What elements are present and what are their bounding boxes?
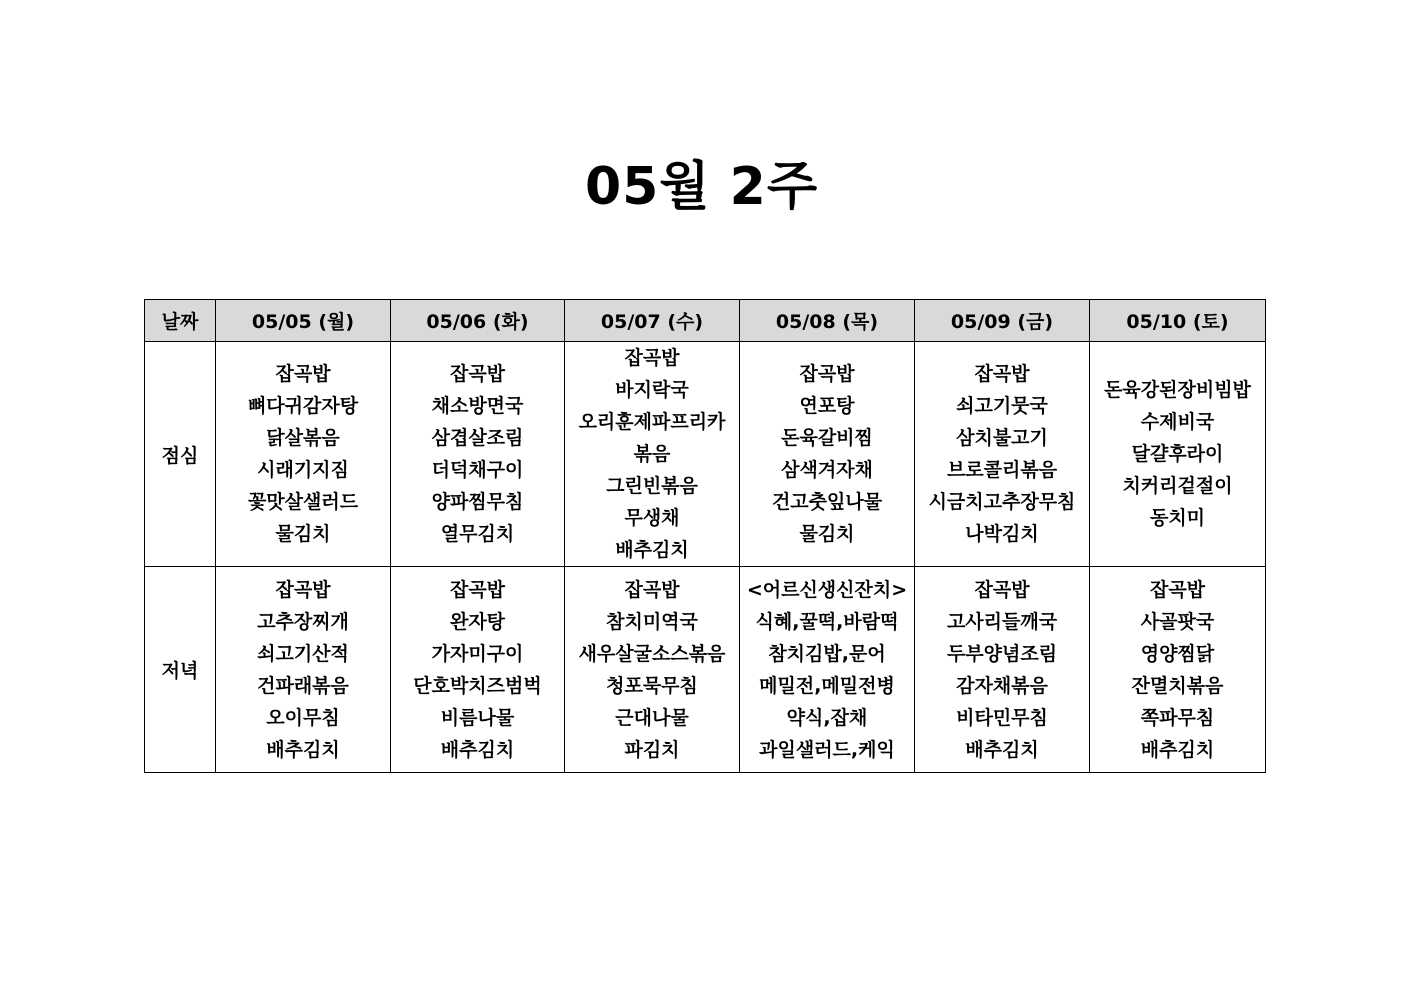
menu-cell — [740, 567, 915, 773]
menu-item: 물김치 — [799, 523, 855, 545]
menu-item: 비름나물 — [440, 706, 515, 729]
menu-item: 건고춧잎나물 — [771, 491, 883, 513]
menu-item: 시금치고추장무침 — [928, 491, 1076, 513]
menu-cell — [391, 567, 565, 773]
menu-item: 삼치불고기 — [956, 427, 1048, 449]
menu-item: 채소방면국 — [431, 395, 524, 417]
menu-item: 배추김치 — [615, 539, 689, 561]
menu-item: 청포묵무침 — [606, 674, 698, 697]
dinner-row — [145, 567, 1266, 773]
menu-item: 바지락국 — [615, 379, 689, 401]
menu-cell — [216, 567, 391, 773]
menu-item: 파김치 — [624, 738, 680, 761]
meal-label-lunch: 점심 — [145, 342, 216, 567]
menu-item: 잔멸치볶음 — [1131, 674, 1224, 697]
menu-item: 건파래볶음 — [257, 674, 349, 697]
menu-cell — [740, 342, 915, 567]
menu-item: 잡곡밥 — [974, 578, 1030, 601]
menu-cell — [391, 342, 565, 567]
menu-item: 물김치 — [275, 523, 331, 545]
menu-item: 단호박치즈범벅 — [413, 674, 542, 697]
menu-item: 새우살굴소스볶음 — [578, 642, 726, 665]
menu-item: 돈육갈비찜 — [781, 427, 873, 449]
menu-item: 더덕채구이 — [431, 459, 524, 481]
menu-item: 고사리들깨국 — [946, 610, 1058, 633]
menu-item: 달걀후라이 — [1131, 443, 1224, 465]
menu-item: 참치김밥,문어 — [768, 642, 886, 665]
menu-item: 쪽파무침 — [1140, 706, 1215, 729]
menu-item: 감자채볶음 — [956, 674, 1048, 697]
menu-item: 볶음 — [633, 443, 671, 465]
menu-item: 수제비국 — [1140, 411, 1215, 433]
menu-item: 닭살볶음 — [266, 427, 340, 449]
menu-item: 참치미역국 — [606, 610, 698, 633]
menu-item: 삼색겨자채 — [781, 459, 873, 481]
menu-item: 두부양념조림 — [946, 642, 1058, 665]
menu-item: 사골팟국 — [1140, 610, 1215, 633]
menu-item: 잡곡밥 — [624, 578, 680, 601]
menu-item: 나박김치 — [965, 523, 1039, 545]
menu-item: 열무김치 — [440, 523, 515, 545]
menu-item: 치커리겉절이 — [1122, 475, 1233, 497]
menu-item: 브로콜리볶음 — [946, 459, 1058, 481]
menu-item: 식혜,꿀떡,바람떡 — [755, 610, 899, 633]
lunch-row — [145, 342, 1266, 567]
menu-item: 가자미구이 — [431, 642, 524, 665]
menu-cell — [915, 342, 1090, 567]
day-header: 05/10 (토) — [1090, 300, 1266, 342]
menu-item: 오리훈제파프리카 — [578, 411, 726, 433]
menu-item: 배추김치 — [440, 738, 515, 761]
menu-item: 뼈다귀감자탕 — [247, 395, 359, 417]
menu-item: 잡곡밥 — [275, 363, 331, 385]
menu-item: 그린빈볶음 — [606, 475, 698, 497]
menu-item: 메밀전,메밀전병 — [759, 674, 895, 697]
menu-item: 삼겹살조림 — [431, 427, 524, 449]
menu-item: 잡곡밥 — [449, 363, 506, 385]
menu-item: 배추김치 — [965, 738, 1039, 761]
menu-item: 잡곡밥 — [449, 578, 506, 601]
menu-item: 잡곡밥 — [624, 347, 680, 369]
menu-item: 동치미 — [1149, 507, 1206, 529]
menu-item: 과일샐러드,케익 — [759, 738, 895, 761]
menu-item: <어르신생신잔치> — [746, 578, 908, 601]
day-header: 05/07 (수) — [565, 300, 740, 342]
menu-item: 꽃맛살샐러드 — [247, 491, 359, 513]
menu-item: 영양찜닭 — [1140, 642, 1215, 665]
menu-cell — [216, 342, 391, 567]
menu-item: 잡곡밥 — [1149, 578, 1206, 601]
menu-item: 고추장찌개 — [257, 610, 349, 633]
menu-item: 배추김치 — [1140, 738, 1215, 761]
menu-item: 배추김치 — [266, 738, 340, 761]
day-header: 05/06 (화) — [391, 300, 565, 342]
day-header: 05/08 (목) — [740, 300, 915, 342]
menu-cell — [565, 567, 740, 773]
page-title: 05월 2주 — [584, 157, 819, 217]
menu-cell — [565, 342, 740, 567]
menu-cell — [915, 567, 1090, 773]
menu-item: 연포탕 — [799, 395, 855, 417]
menu-item: 완자탕 — [449, 610, 506, 633]
menu-item: 잡곡밥 — [974, 363, 1030, 385]
menu-item: 쇠고기뭇국 — [956, 395, 1048, 417]
menu-item: 잡곡밥 — [275, 578, 331, 601]
menu-item: 오이무침 — [266, 706, 340, 729]
meal-label-dinner: 저녁 — [145, 567, 216, 773]
meal-menu-table — [144, 299, 1266, 773]
menu-item: 양파찜무침 — [431, 491, 524, 513]
day-header: 05/09 (금) — [915, 300, 1090, 342]
menu-item: 무생채 — [624, 507, 680, 529]
header-row — [145, 300, 1266, 342]
menu-item: 쇠고기산적 — [257, 642, 349, 665]
menu-cell — [1090, 567, 1266, 773]
menu-item: 근대나물 — [615, 706, 689, 729]
menu-item: 시래기지짐 — [257, 459, 349, 481]
menu-item: 돈육강된장비빔밥 — [1104, 379, 1251, 401]
menu-item: 잡곡밥 — [799, 363, 855, 385]
menu-cell — [1090, 342, 1266, 567]
menu-item: 약식,잡채 — [786, 706, 868, 729]
day-header: 05/05 (월) — [216, 300, 391, 342]
menu-item: 비타민무침 — [956, 706, 1048, 729]
date-header: 날짜 — [145, 300, 216, 342]
